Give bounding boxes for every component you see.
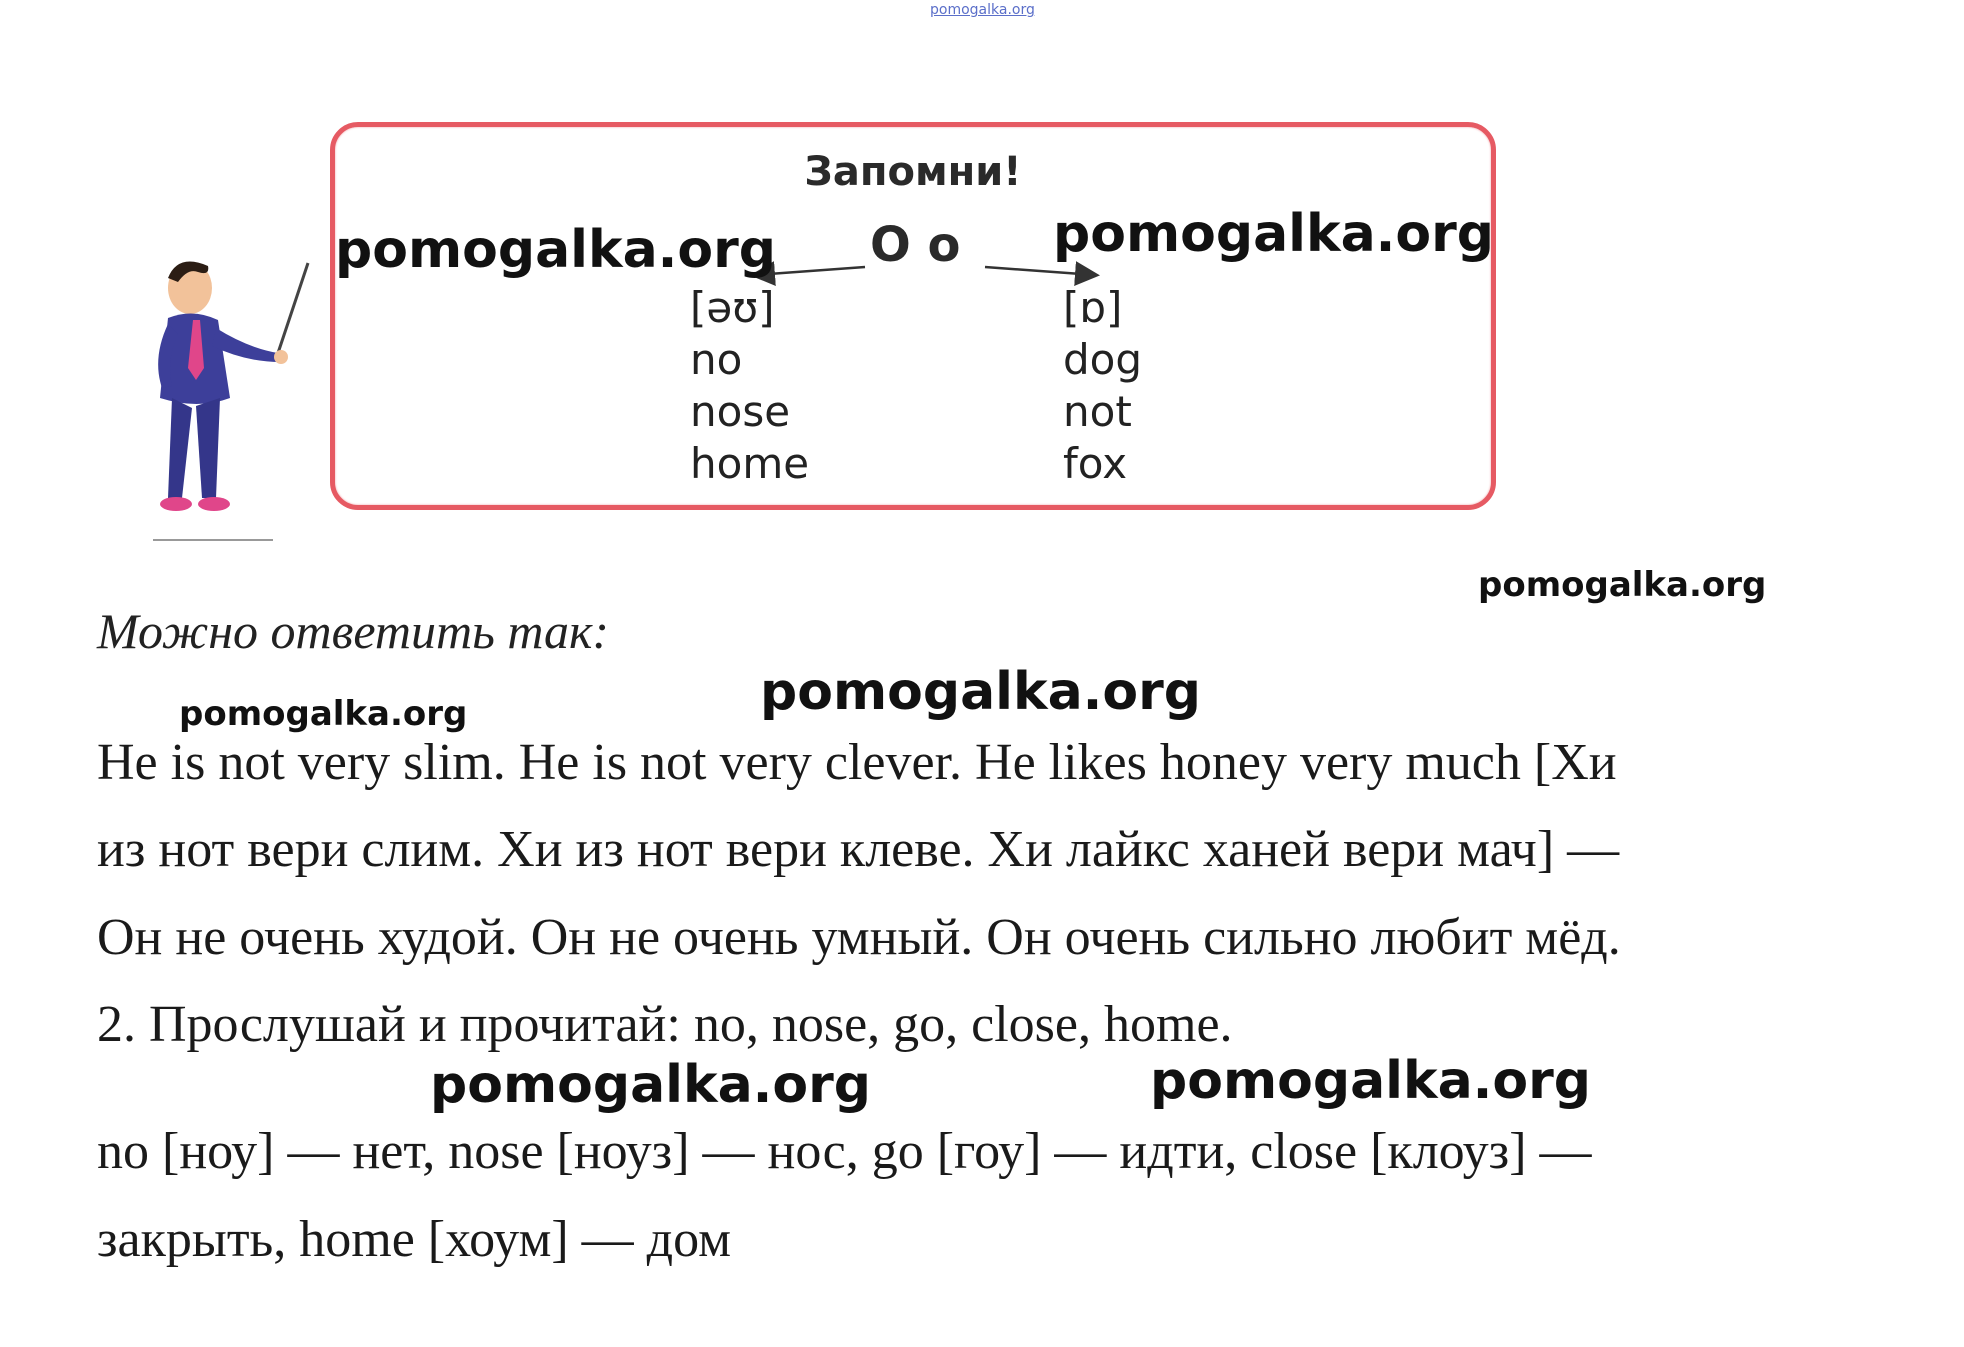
right-column — [1063, 282, 1142, 490]
right-col-item: dog — [1063, 335, 1143, 384]
watermark-center: pomogalka.org — [760, 662, 1202, 722]
left-col-item: nose — [690, 387, 791, 436]
left-column — [690, 282, 809, 490]
text-line: He is not very slim. He is not very clever. He likes honey very much [Хи — [97, 734, 1617, 791]
right-col-item: not — [1063, 387, 1132, 436]
text-line: из нот вери слим. Хи из нот вери клеве. Хи лайкс ханей вери мач] — — [97, 821, 1620, 878]
left-col-item: [əʊ] — [690, 283, 775, 332]
left-col-item: no — [690, 335, 743, 384]
right-col-item: [ɒ] — [1063, 283, 1123, 332]
arrows-graphic — [335, 127, 1495, 507]
left-col-item: home — [690, 439, 810, 488]
rule-letter: O o — [870, 217, 961, 273]
rule-title: Запомни! — [804, 149, 1022, 195]
watermark-left-small: pomogalka.org — [179, 694, 468, 734]
rule-box — [330, 122, 1496, 510]
watermark-top: pomogalka.org — [930, 2, 1035, 18]
watermark-bottom-left: pomogalka.org — [430, 1055, 872, 1115]
watermark-bottom-right: pomogalka.org — [1150, 1051, 1592, 1111]
watermark-right-mid: pomogalka.org — [1478, 565, 1767, 605]
text-line: Он не очень худой. Он не очень умный. Он очень сильно любит мёд. — [97, 909, 1621, 966]
watermark-box-left: pomogalka.org — [335, 220, 777, 280]
text-line: no [ноу] — нет, nose [ноуз] — нос, go [гоу] — идти, close [клоуз] — — [97, 1123, 1592, 1180]
teacher-with-pointer-icon — [138, 248, 318, 548]
answer-intro: Можно ответить так: — [97, 603, 610, 659]
right-col-item: fox — [1063, 439, 1128, 488]
arrow-right-icon — [985, 267, 1095, 275]
text-line: закрыть, home [хоум] — дом — [97, 1211, 732, 1268]
watermark-box-right: pomogalka.org — [1053, 204, 1495, 264]
text-line: 2. Прослушай и прочитай: no, nose, go, close, home. — [97, 996, 1233, 1053]
